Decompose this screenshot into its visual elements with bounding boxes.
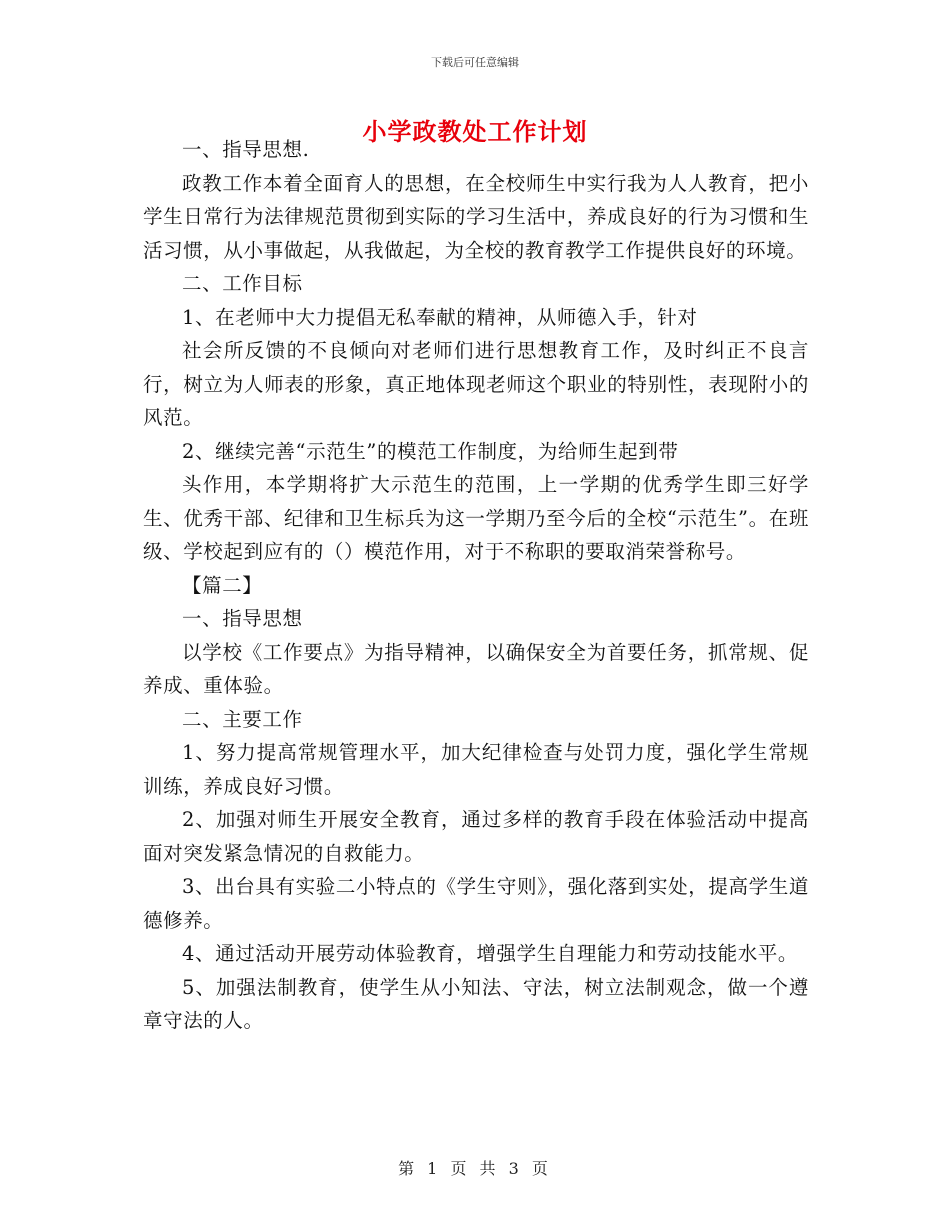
page-footer: 第 1 页 共 3 页 <box>398 1159 552 1178</box>
heading-guiding-ideology: 一、指导思想. <box>182 138 310 161</box>
section-heading-part-two: 【篇二】 <box>182 573 263 597</box>
paragraph: 1、在老师中大力提倡无私奉献的精神，从师德入手，针对 <box>182 305 698 329</box>
header-note: 下载后可任意编辑 <box>431 56 519 69</box>
document-title: 小学政教处工作计划 <box>362 117 588 146</box>
heading-work-goals: 二、工作目标 <box>182 272 303 295</box>
document-body <box>143 133 809 1038</box>
paragraph: 3、出台具有实验二小特点的《学生守则》，强化落到实处，提高学生道德修养。 <box>143 875 809 932</box>
paragraph: 4、通过活动开展劳动体验教育，增强学生自理能力和劳动技能水平。 <box>182 942 799 965</box>
heading-main-work: 二、主要工作 <box>182 707 303 731</box>
paragraph: 政教工作本着全面育人的思想，在全校师生中实行我为人人教育，把小学生日常行为法律规范贯彻到实际的学习生活中，养成良好的行为习惯和生活习惯，从小事做起，从我做起，为全校的教育教学工作提供良好的环境。 <box>143 171 809 262</box>
paragraph: 社会所反馈的不良倾向对老师们进行思想教育工作，及时纠正不良言行，树立为人师表的形象，真正地体现老师这个职业的特别性，表现附小的风范。 <box>143 339 809 429</box>
paragraph: 1、努力提高常规管理水平，加大纪律检查与处罚力度，强化学生常规训练，养成良好习惯。 <box>143 741 809 798</box>
paragraph: 头作用，本学期将扩大示范生的范围，上一学期的优秀学生即三好学生、优秀干部、纪律和卫生标兵为这一学期乃至今后的全校“示范生”。在班级、学校起到应有的（）模范作用，对于不称职的要取消荣誉称号。 <box>143 473 809 563</box>
paragraph: 2、加强对师生开展安全教育，通过多样的教育手段在体验活动中提高面对突发紧急情况的自救能力。 <box>143 808 809 865</box>
paragraph: 2、继续完善“示范生”的模范工作制度，为给师生起到带 <box>182 439 679 463</box>
heading-guiding-ideology-2: 一、指导思想 <box>182 607 303 630</box>
paragraph: 以学校《工作要点》为指导精神，以确保安全为首要任务，抓常规、促养成、重体验。 <box>143 640 809 697</box>
paragraph: 5、加强法制教育，使学生从小知法、守法，树立法制观念，做一个遵章守法的人。 <box>143 975 809 1032</box>
